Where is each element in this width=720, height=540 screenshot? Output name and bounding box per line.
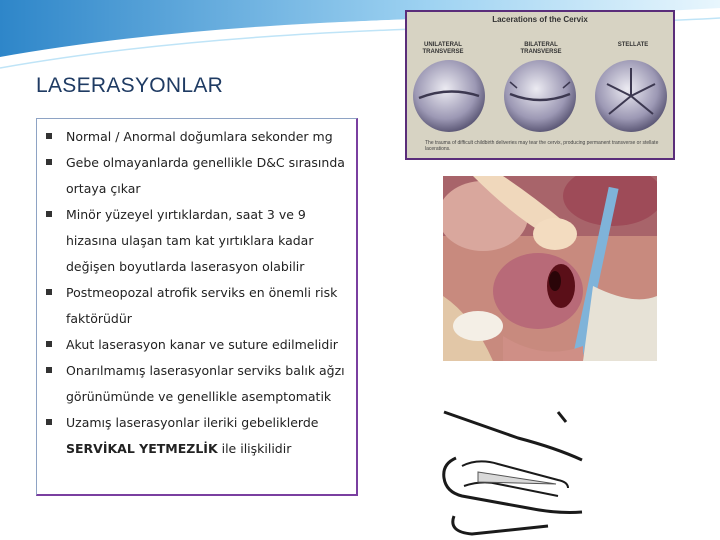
bullet-square-icon — [46, 211, 52, 217]
bullet-item: Akut laserasyon kanar ve suture edilmelidir — [46, 332, 356, 358]
surgical-photo — [443, 176, 657, 361]
bullet-item: Normal / Anormal doğumlara sekonder mg — [46, 124, 356, 150]
bullet-item: Onarılmamış laserasyonlar serviks balık ağzı — [46, 358, 356, 384]
emphasis-text: SERVİKAL YETMEZLİK — [66, 441, 218, 456]
bullet-square-icon — [46, 133, 52, 139]
slide-title: LASERASYONLAR — [36, 74, 224, 97]
figure-label-unilateral: UNILATERAL TRANSVERSE — [422, 42, 464, 55]
cervix-lacerations-figure — [405, 10, 675, 160]
bullet-square-icon — [46, 341, 52, 347]
bullet-continuation: değişen boyutlarda laserasyon olabilir — [66, 259, 305, 274]
bullet-continuation: SERVİKAL YETMEZLİK ile ilişkilidir — [66, 441, 292, 456]
bullet-item: Minör yüzeyel yırtıklardan, saat 3 ve 9 — [46, 202, 356, 228]
bullet-continuation: görünümünde ve genellikle asemptomatik — [66, 389, 332, 404]
bullet-square-icon — [46, 289, 52, 295]
bullet-continuation: faktörüdür — [66, 311, 132, 326]
bullet-item: Uzamış laserasyonlar ileriki gebeliklerde — [46, 410, 356, 436]
figure-title: Lacerations of the Cervix — [492, 15, 588, 24]
cervical-incompetence-diagram — [438, 408, 588, 536]
figure-label-stellate: STELLATE — [617, 42, 649, 48]
bullet-square-icon — [46, 159, 52, 165]
figure-label-bilateral: BILATERAL TRANSVERSE — [520, 42, 562, 55]
cervix-illustrations — [407, 56, 673, 140]
figure-caption: The trauma of difficult childbirth deliveries may tear the cervix, producing permanent transverse or stellate lacerations. — [425, 140, 659, 152]
bullet-item: Gebe olmayanlarda genellikle D&C sırasında — [46, 150, 356, 176]
bullet-item: Postmeopozal atrofik serviks en önemli risk — [46, 280, 356, 306]
bullet-continuation: hizasına ulaşan tam kat yırtıklara kadar — [66, 233, 314, 248]
bullet-square-icon — [46, 419, 52, 425]
bullet-continuation: ortaya çıkar — [66, 181, 141, 196]
bullet-square-icon — [46, 367, 52, 373]
bullet-list — [46, 124, 356, 462]
